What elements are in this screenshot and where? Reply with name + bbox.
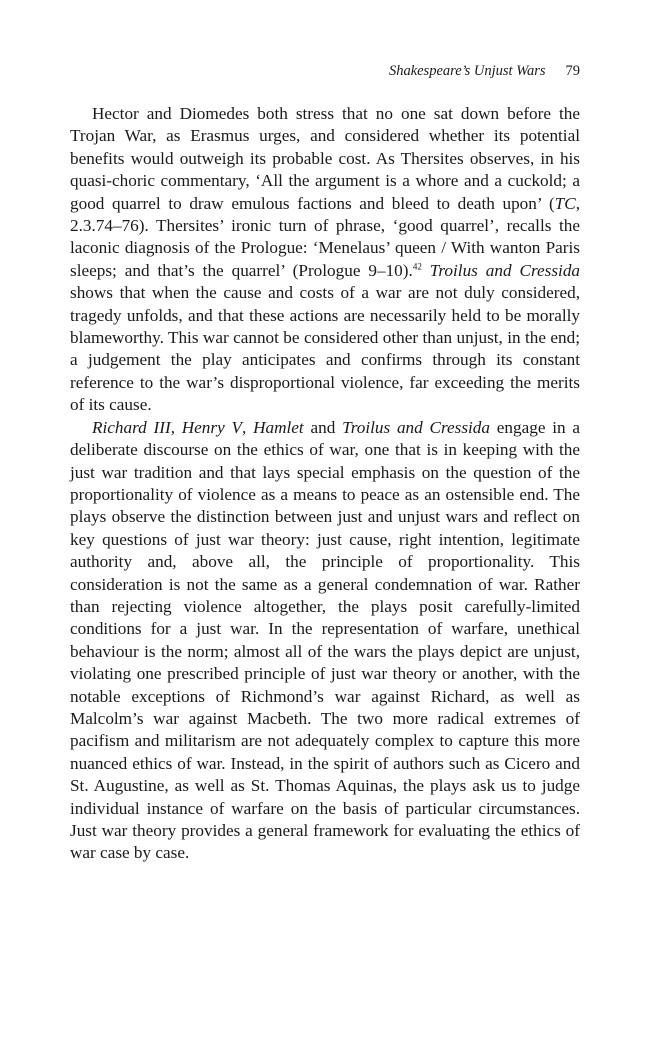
play-title-henry-v: Henry V <box>181 417 242 437</box>
conjunction: and <box>303 417 343 437</box>
play-title-troilus: Troilus and Cressida <box>421 260 581 280</box>
paragraph-1 <box>70 103 580 417</box>
footnote-reference[interactable]: 42 <box>412 261 422 272</box>
page-number: 79 <box>565 63 580 79</box>
play-title-richard-iii: Richard III <box>92 417 171 437</box>
paragraph-1-text-c: shows that when the cause and costs of a war are not duly considered, tragedy unfolds, and that these actions are necessarily held to be morally blameworthy. This war cannot be considered other than unjust, in the end; a judgement the play anticipates and confirms through its constant reference to the war’s disproportional violence, far exceeding the merits of its cause. <box>70 283 580 415</box>
separator: , <box>242 417 254 437</box>
paragraph-1-text-a: Hector and Diomedes both stress that no one sat down before the Trojan War, as Erasmus urges, and considered whether its potential benefits would outweigh its probable cost. As Thersites observes, in his quasi-choric commentary, ‘All the argument is a whore and a cuckold; a good quarrel to draw emulous factions and bleed to death upon’ ( <box>70 104 580 213</box>
play-title-troilus: Troilus and Cressida <box>342 417 490 437</box>
paragraph-2 <box>70 417 580 865</box>
abbrev-tc: TC <box>554 193 576 213</box>
body-text <box>70 103 580 865</box>
play-title-hamlet: Hamlet <box>253 417 304 437</box>
paragraph-2-text: engage in a deliberate discourse on the ethics of war, one that is in keeping with the just war tradition and that lays special emphasis on the question of the proportionality of violence as a means to peace as an ostensible end. The plays observe the distinction between just and unjust wars and reflect on key questions of just war theory: just cause, right intention, legitimate authority and, above all, the principle of proportionality. This consideration is not the same as a general condemnation of war. Rather than rejecting violence altogether, the plays posit carefully-limited conditions for a just war. In the representation of warfare, unethical behaviour is the norm; almost all of the wars the plays depict are unjust, violating one prescribed principle of just war theory or another, with the notable exceptions of Richmond’s war against Richard, as well as Malcolm’s war against Macbeth. The two more radical extremes of pacifism and militarism are not adequately complex to capture this more nuanced ethics of war. Instead, in the spirit of authors such as Cicero and St. Augustine, as well as St. Thomas Aquinas, the plays ask us to judge individual instance of warfare on the basis of particular circumstances. Just war theory provides a general framework for evaluating the ethics of war case by case. <box>70 417 581 863</box>
running-header <box>389 62 580 80</box>
paragraph-1-text-b: , 2.3.74–76). Thersites’ ironic turn of phrase, ‘good quarrel’, recalls the laconic diagnosis of the Prologue: ‘Menelaus’ queen / With wanton Paris sleeps; and that’s the quarrel’ (Prologue 9–10). <box>70 193 580 280</box>
book-page <box>70 0 580 1040</box>
running-title: Shakespeare’s Unjust Wars <box>388 63 546 79</box>
separator: , <box>170 417 182 437</box>
